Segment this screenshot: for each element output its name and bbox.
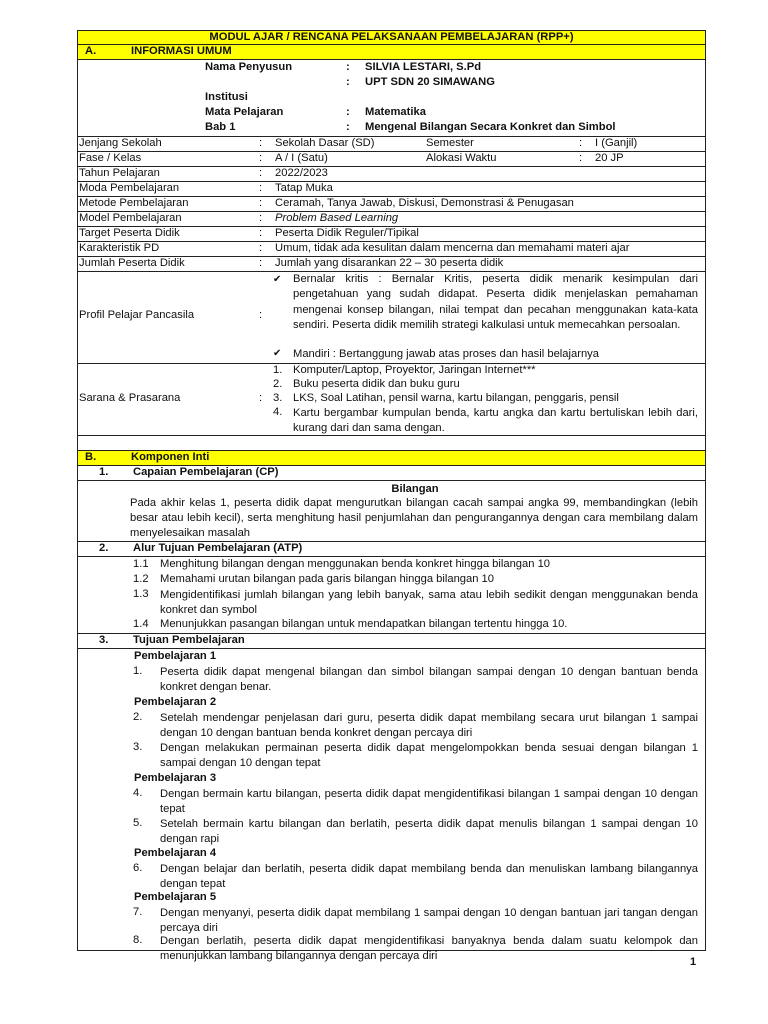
- section-b-label: Komponen Inti: [131, 451, 210, 463]
- document-title-row: [77, 30, 706, 45]
- atp-item-number: 1.3: [133, 588, 149, 600]
- pembelajaran-title: Pembelajaran 3: [134, 772, 217, 784]
- info-value: Problem Based Learning: [275, 212, 399, 224]
- colon: :: [579, 152, 583, 164]
- colon: :: [259, 257, 263, 269]
- tujuan-item-text: Peserta didik dapat mengenal bilangan dan simbol bilangan sampai dengan 10 dengan bantuan benda konkret dengan benar.: [160, 666, 698, 693]
- profil-label: Profil Pelajar Pancasila: [79, 309, 195, 321]
- sarana-item-number: 2.: [273, 378, 283, 390]
- info-value: Jumlah yang disarankan 22 – 30 peserta didik: [275, 257, 504, 269]
- colon: :: [579, 137, 583, 149]
- colon: :: [346, 61, 350, 73]
- document-page: [77, 30, 706, 962]
- colon: :: [259, 197, 263, 209]
- info-label: Karakteristik PD: [79, 242, 160, 254]
- info-value: 2022/2023: [275, 167, 328, 179]
- tujuan-number: 3.: [99, 634, 109, 646]
- atp-item-text: Mengidentifikasi jumlah bilangan yang lebih banyak, sama atau lebih sedikit dengan menggunakan benda konkret dan symbol: [160, 589, 698, 616]
- tujuan-item-text: Dengan menyanyi, peserta didik dapat membilang 1 sampai dengan 10 dengan bantuan jari tangan dengan percaya diri: [160, 907, 698, 934]
- info-value-secondary: 20 JP: [595, 152, 624, 164]
- profil-row: [77, 272, 706, 364]
- profil-item-text: Bernalar kritis : Bernalar Kritis, peserta didik menarik kesimpulan dari pengetahuan yang sudah didapat. Peserta didik menjelaskan pemahaman mengenai konsep bilangan, nilai tempat dan pecahan menggunakan kata-kata sendiri. Peserta didik memilih strategi kalkulasi untuk memecahkan persoalan.: [293, 273, 698, 331]
- pembelajaran-title: Pembelajaran 1: [134, 650, 217, 662]
- colon: :: [346, 121, 350, 133]
- atp-item-number: 1.4: [133, 618, 149, 630]
- tujuan-item-text: Setelah mendengar penjelasan dari guru, peserta didik dapat membilang secara urut bilangan 1 sampai dengan 10 dengan bantuan benda konkret dengan percaya diri: [160, 712, 698, 739]
- cp-heading: [77, 466, 706, 481]
- atp-item-number: 1.2: [133, 573, 149, 585]
- tujuan-item-text: Dengan bermain kartu bilangan, peserta didik dapat mengidentifikasi bilangan 1 sampai dengan 10 dengan tepat: [160, 788, 698, 815]
- info-value-secondary: I (Ganjil): [595, 137, 638, 149]
- sarana-item-number: 3.: [273, 392, 283, 404]
- header-block: [77, 60, 706, 137]
- info-row-model: [77, 212, 706, 227]
- info-row-target: [77, 227, 706, 242]
- info-label: Metode Pembelajaran: [79, 197, 189, 209]
- header-label-mapel: Mata Pelajaran: [205, 106, 284, 118]
- profil-item: [273, 272, 698, 333]
- tujuan-item-text: Dengan belajar dan berlatih, peserta didik dapat membilang benda dan menuliskan lambang bilangannya dengan tepat: [160, 863, 698, 890]
- header-value-bab: Mengenal Bilangan Secara Konkret dan Simbol: [365, 121, 616, 133]
- colon: :: [259, 392, 263, 404]
- header-value-penyusun: SILVIA LESTARI, S.Pd: [365, 61, 482, 73]
- colon: :: [259, 182, 263, 194]
- info-label: Model Pembelajaran: [79, 212, 182, 224]
- cp-label: Capaian Pembelajaran (CP): [133, 466, 279, 478]
- info-label: Fase / Kelas: [79, 152, 142, 164]
- atp-item-text: Menunjukkan pasangan bilangan untuk mendapatkan bilangan tertentu hingga 10.: [160, 618, 568, 630]
- pembelajaran-title: Pembelajaran 2: [134, 696, 217, 708]
- info-value: Tatap Muka: [275, 182, 333, 194]
- info-label: Jumlah Peserta Didik: [79, 257, 185, 269]
- checkmark-icon: ✔: [273, 274, 282, 285]
- atp-item-text: Memahami urutan bilangan pada garis bilangan hingga bilangan 10: [160, 573, 495, 585]
- info-row-tahun: [77, 167, 706, 182]
- tujuan-item-number: 1.: [133, 665, 143, 677]
- tujuan-heading: [77, 634, 706, 649]
- atp-item-text: Menghitung bilangan dengan menggunakan benda konkret hingga bilangan 10: [160, 558, 551, 570]
- tujuan-item-text: Setelah bermain kartu bilangan dan berlatih, peserta didik dapat menulis bilangan 1 sampai dengan 10 dengan rapi: [160, 818, 698, 845]
- section-a-label: INFORMASI UMUM: [131, 45, 232, 57]
- profil-item: [273, 348, 698, 360]
- info-label: Target Peserta Didik: [79, 227, 180, 239]
- section-a-header: [77, 45, 706, 60]
- sarana-row: [77, 364, 706, 436]
- atp-item-number: 1.1: [133, 558, 149, 570]
- section-a-number: A.: [85, 45, 97, 57]
- sarana-label: Sarana & Prasarana: [79, 392, 181, 404]
- info-value: Peserta Didik Reguler/Tipikal: [275, 227, 419, 239]
- sarana-item-text: Buku peserta didik dan buku guru: [293, 378, 460, 390]
- header-label-bab: Bab 1: [205, 121, 236, 133]
- header-value-mapel: Matematika: [365, 106, 426, 118]
- tujuan-content: [77, 649, 706, 962]
- header-label-institusi: Institusi: [205, 91, 248, 103]
- colon: :: [259, 242, 263, 254]
- info-label: Moda Pembelajaran: [79, 182, 180, 194]
- tujuan-item-text: Dengan berlatih, peserta didik dapat mengidentifikasi banyaknya benda dalam suatu kelompok dan menunjukkan lambang bilangannya dengan percaya diri: [160, 935, 698, 962]
- sarana-item-number: 4.: [273, 406, 283, 418]
- tujuan-item-number: 6.: [133, 862, 143, 874]
- tujuan-item-text: Dengan melakukan permainan peserta didik dapat mengelompokkan benda sesuai dengan bilangan 1 sampai dengan 10 dengan tepat: [160, 742, 698, 769]
- header-label-penyusun: Nama Penyusun: [205, 61, 293, 73]
- cp-subtitle: Bilangan: [391, 483, 439, 495]
- cp-text: Pada akhir kelas 1, peserta didik dapat mengurutkan bilangan cacah sampai angka 99, membandingkan (lebih besar atau lebih kecil), serta menghitung hasil penjumlahan dan pengurangannya dengan cara membilang dalam menyelesaikan masalah: [130, 497, 698, 539]
- info-label: Jenjang Sekolah: [79, 137, 162, 149]
- info-label-secondary: Alokasi Waktu: [426, 152, 497, 164]
- info-row-karakteristik: [77, 242, 706, 257]
- colon: :: [259, 227, 263, 239]
- tujuan-label: Tujuan Pembelajaran: [133, 634, 245, 646]
- cp-content: [77, 481, 706, 542]
- info-row-jumlah: [77, 257, 706, 272]
- tujuan-item-number: 7.: [133, 906, 143, 918]
- colon: :: [259, 167, 263, 179]
- colon: :: [259, 137, 263, 149]
- atp-label: Alur Tujuan Pembelajaran (ATP): [133, 542, 303, 554]
- sarana-item-text: Komputer/Laptop, Proyektor, Jaringan Internet***: [293, 364, 536, 376]
- tujuan-item-number: 3.: [133, 741, 143, 753]
- section-b-header: [77, 451, 706, 466]
- info-value: Umum, tidak ada kesulitan dalam mencerna dan memahami materi ajar: [275, 242, 630, 254]
- atp-number: 2.: [99, 542, 109, 554]
- info-row-metode: [77, 197, 706, 212]
- colon: :: [346, 106, 350, 118]
- pembelajaran-title: Pembelajaran 4: [134, 847, 217, 859]
- info-label-secondary: Semester: [426, 137, 474, 149]
- pembelajaran-title: Pembelajaran 5: [134, 891, 217, 903]
- colon: :: [259, 212, 263, 224]
- info-value: Sekolah Dasar (SD): [275, 137, 375, 149]
- sarana-item-text: LKS, Soal Latihan, pensil warna, kartu bilangan, penggaris, pensil: [293, 392, 619, 404]
- info-row-jenjang: [77, 137, 706, 152]
- checkmark-icon: ✔: [273, 348, 282, 359]
- document-title: MODUL AJAR / RENCANA PELAKSANAAN PEMBELAJARAN (RPP+): [209, 31, 574, 43]
- colon: :: [346, 76, 350, 88]
- info-value: A / I (Satu): [275, 152, 328, 164]
- colon: :: [259, 309, 263, 321]
- info-value: Ceramah, Tanya Jawab, Diskusi, Demonstrasi & Penugasan: [275, 197, 574, 209]
- atp-content: [77, 557, 706, 634]
- sarana-item-number: 1.: [273, 364, 283, 376]
- spacer-row: [77, 436, 706, 451]
- sarana-item-text: Kartu bergambar kumpulan benda, kartu angka dan kartu bertuliskan lebih dari, kurang dari dan sama dengan.: [293, 407, 698, 434]
- tujuan-item-number: 4.: [133, 787, 143, 799]
- tujuan-item-number: 8.: [133, 934, 143, 946]
- tujuan-item-number: 2.: [133, 711, 143, 723]
- info-row-moda: [77, 182, 706, 197]
- header-value-institusi: UPT SDN 20 SIMAWANG: [365, 76, 495, 88]
- info-label: Tahun Pelajaran: [79, 167, 160, 179]
- tujuan-item-number: 5.: [133, 817, 143, 829]
- cp-number: 1.: [99, 466, 109, 478]
- atp-heading: [77, 542, 706, 557]
- profil-item-text: Mandiri : Bertanggung jawab atas proses dan hasil belajarnya: [293, 348, 599, 360]
- section-b-number: B.: [85, 451, 97, 463]
- info-row-fase: [77, 152, 706, 167]
- colon: :: [259, 152, 263, 164]
- page-number: 1: [690, 956, 697, 968]
